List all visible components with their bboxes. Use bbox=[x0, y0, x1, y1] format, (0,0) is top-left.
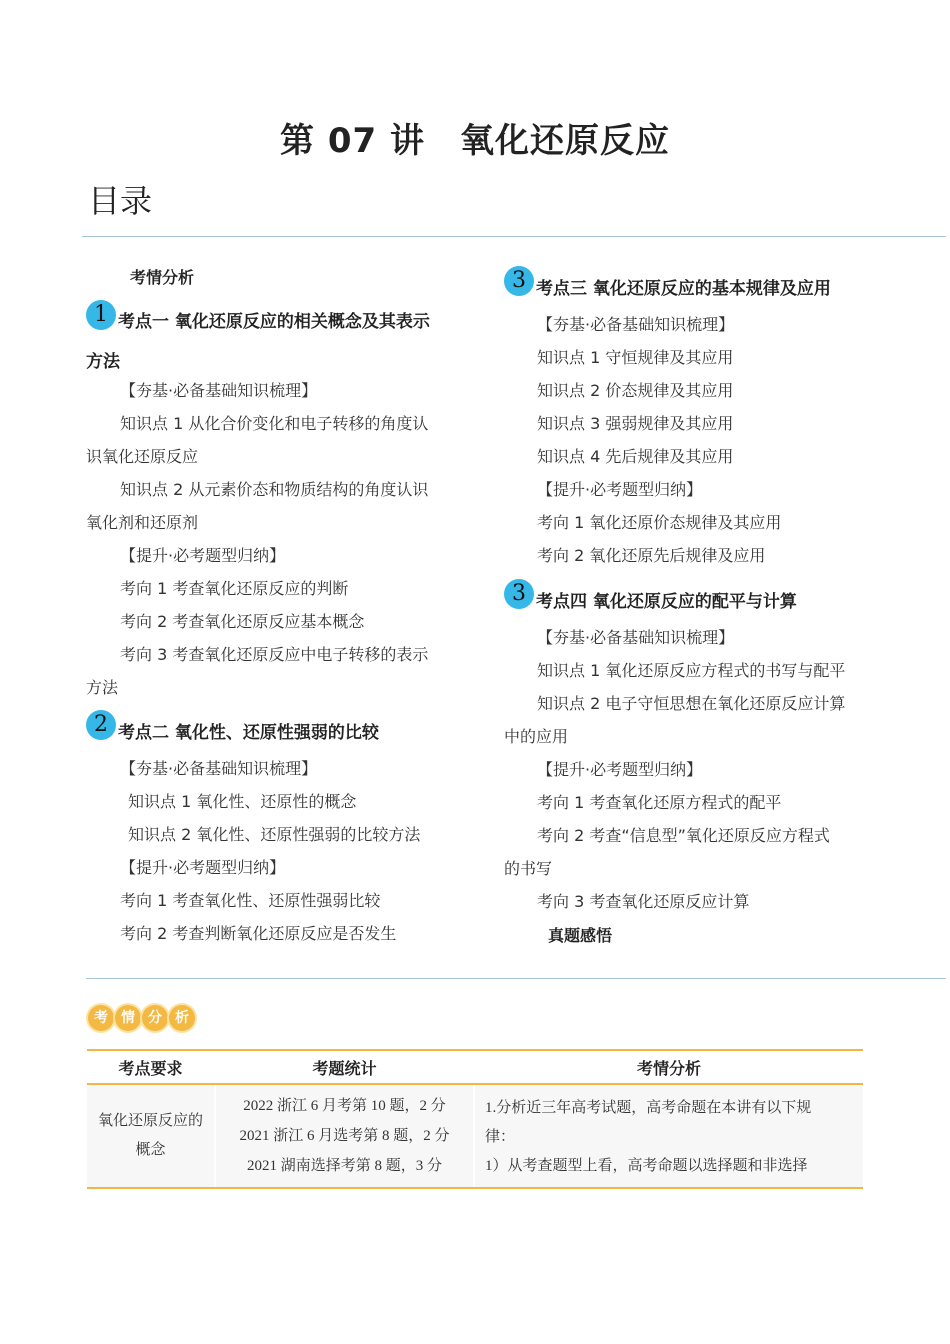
toc-item[interactable]: 【夯基·必备基础知识梳理】 bbox=[120, 759, 318, 778]
toc-item[interactable]: 考向 2 氧化还原先后规律及应用 bbox=[537, 546, 766, 565]
toc-item[interactable]: 考向 3 考查氧化还原反应计算 bbox=[537, 892, 750, 911]
toc-item[interactable]: 知识点 2 氧化性、还原性强弱的比较方法 bbox=[128, 825, 421, 844]
toc-section-title[interactable]: 考点三 氧化还原反应的基本规律及应用 bbox=[536, 279, 831, 299]
toc-label-real-questions[interactable]: 真题感悟 bbox=[548, 926, 613, 945]
analysis-line: 1.分析近三年高考试题，高考命题在本讲有以下规 bbox=[485, 1099, 812, 1116]
toc-item-cont[interactable]: 的书写 bbox=[504, 859, 553, 878]
table-row bbox=[87, 1084, 863, 1188]
toc-item[interactable]: 【夯基·必备基础知识梳理】 bbox=[537, 315, 735, 334]
toc-item[interactable]: 【提升·必考题型归纳】 bbox=[120, 546, 286, 565]
divider-bottom bbox=[86, 978, 946, 979]
toc-heading: 目录 bbox=[88, 182, 153, 220]
tag-char: 考 bbox=[88, 1005, 114, 1031]
toc-item[interactable]: 考向 1 氧化还原价态规律及其应用 bbox=[537, 513, 782, 532]
toc-item-cont[interactable]: 中的应用 bbox=[504, 727, 569, 746]
toc-item[interactable]: 考向 3 考查氧化还原反应中电子转移的表示 bbox=[120, 645, 429, 664]
toc-item[interactable]: 知识点 3 强弱规律及其应用 bbox=[537, 414, 734, 433]
toc-item[interactable]: 【提升·必考题型归纳】 bbox=[120, 858, 286, 877]
toc-item[interactable]: 知识点 2 电子守恒思想在氧化还原反应计算 bbox=[537, 694, 846, 713]
toc-item[interactable]: 考向 1 考查氧化性、还原性强弱比较 bbox=[120, 891, 381, 910]
section-tag-exam-analysis bbox=[88, 1002, 195, 1036]
toc-item[interactable]: 知识点 2 从元素价态和物质结构的角度认识 bbox=[120, 480, 429, 499]
stats-cell bbox=[215, 1084, 474, 1188]
toc-item[interactable]: 知识点 1 从化合价变化和电子转移的角度认 bbox=[120, 414, 429, 433]
toc-item[interactable]: 【提升·必考题型归纳】 bbox=[537, 480, 703, 499]
stat-line: 2022 浙江 6 月考第 10 题，2 分 bbox=[243, 1098, 446, 1114]
toc-section-title[interactable]: 考点四 氧化还原反应的配平与计算 bbox=[536, 592, 797, 612]
column-header: 考点要求 bbox=[87, 1050, 215, 1084]
requirement-cell: 氧化还原反应的概念 bbox=[87, 1084, 215, 1188]
toc-label-exam-analysis[interactable]: 考情分析 bbox=[130, 268, 195, 287]
page-title: 第 07 讲 氧化还原反应 bbox=[280, 121, 670, 161]
column-header: 考题统计 bbox=[215, 1050, 474, 1084]
divider-top bbox=[82, 236, 946, 237]
toc-item-cont[interactable]: 方法 bbox=[86, 678, 119, 697]
toc-item[interactable]: 知识点 1 氧化还原反应方程式的书写与配平 bbox=[537, 661, 846, 680]
toc-item[interactable]: 知识点 4 先后规律及其应用 bbox=[537, 447, 734, 466]
toc-section-title[interactable]: 考点二 氧化性、还原性强弱的比较 bbox=[118, 723, 379, 743]
toc-item[interactable]: 【提升·必考题型归纳】 bbox=[537, 760, 703, 779]
analysis-line: 律： bbox=[485, 1128, 516, 1145]
analysis-cell bbox=[474, 1084, 863, 1188]
toc-item[interactable]: 知识点 2 价态规律及其应用 bbox=[537, 381, 734, 400]
tag-char: 析 bbox=[169, 1005, 195, 1031]
section-badge: 3 bbox=[504, 579, 534, 609]
section-badge: 2 bbox=[86, 710, 116, 740]
stat-line: 2021 浙江 6 月选考第 8 题，2 分 bbox=[239, 1128, 450, 1144]
section-badge: 1 bbox=[86, 300, 116, 330]
toc-item[interactable]: 考向 1 考查氧化还原反应的判断 bbox=[120, 579, 349, 598]
section-badge: 3 bbox=[504, 266, 534, 296]
table-header-row bbox=[87, 1050, 863, 1084]
toc-item[interactable]: 考向 2 考查氧化还原反应基本概念 bbox=[120, 612, 365, 631]
toc-item[interactable]: 考向 1 考查氧化还原方程式的配平 bbox=[537, 793, 782, 812]
toc-item[interactable]: 考向 2 考查“信息型”氧化还原反应方程式 bbox=[537, 826, 830, 845]
toc-item[interactable]: 【夯基·必备基础知识梳理】 bbox=[120, 381, 318, 400]
toc-item[interactable]: 知识点 1 氧化性、还原性的概念 bbox=[128, 792, 357, 811]
toc-item[interactable]: 考向 2 考查判断氧化还原反应是否发生 bbox=[120, 924, 397, 943]
toc-item[interactable]: 知识点 1 守恒规律及其应用 bbox=[537, 348, 734, 367]
toc-section-title-cont[interactable]: 方法 bbox=[86, 352, 120, 372]
toc-section-title[interactable]: 考点一 氧化还原反应的相关概念及其表示 bbox=[118, 312, 430, 332]
stat-line: 2021 湖南选择考第 8 题，3 分 bbox=[246, 1158, 442, 1174]
column-header: 考情分析 bbox=[474, 1050, 863, 1084]
toc-item[interactable]: 【夯基·必备基础知识梳理】 bbox=[537, 628, 735, 647]
tag-char: 情 bbox=[115, 1005, 141, 1031]
toc-item-cont[interactable]: 氧化剂和还原剂 bbox=[86, 513, 199, 532]
toc-item-cont[interactable]: 识氧化还原反应 bbox=[86, 447, 199, 466]
tag-char: 分 bbox=[142, 1005, 168, 1031]
analysis-line: 1）从考查题型上看，高考命题以选择题和非选择 bbox=[485, 1157, 808, 1174]
exam-analysis-table bbox=[87, 1049, 863, 1189]
